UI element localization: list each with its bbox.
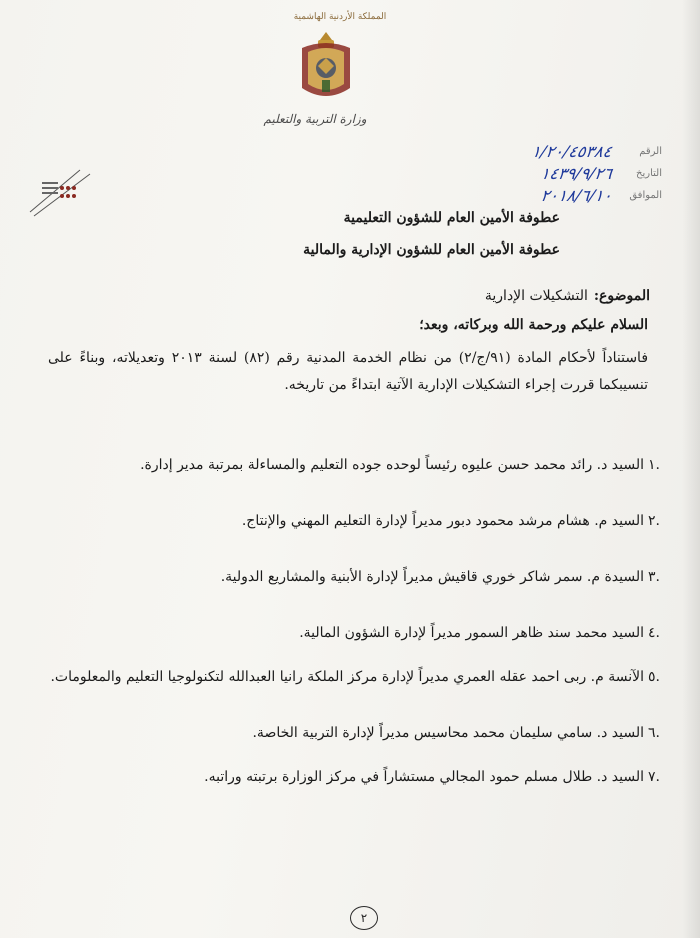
number-label: الرقم xyxy=(639,145,662,157)
list-item xyxy=(48,720,660,746)
addressee-1: عطوفة الأمين العام للشؤون التعليمية xyxy=(343,210,560,226)
subject-value: التشكيلات الإدارية xyxy=(484,288,588,304)
reference-block xyxy=(532,140,662,206)
ministry-name: وزارة التربية والتعليم xyxy=(263,112,367,126)
list-item xyxy=(48,508,660,534)
gregorian-date-value: ٢٠١٨/٦/١٠ xyxy=(539,185,614,205)
greeting: السلام عليكم ورحمة الله وبركاته، وبعد؛ xyxy=(419,317,648,333)
item-text: السيد محمد سند ظاهر السمور مديراً لإدارة الشؤون المالية. xyxy=(299,625,645,641)
item-text: السيد د. رائد محمد حسن عليوه رئيساً لوحده جوده التعليم والمساءلة بمرتبة مدير إدارة. xyxy=(140,457,645,473)
hijri-date-row xyxy=(532,162,662,184)
addressee-2: عطوفة الأمين العام للشؤون الإدارية والمالية xyxy=(303,242,560,258)
list-item xyxy=(48,764,660,790)
quality-logo xyxy=(20,160,100,224)
item-text: الآنسة م. ربى احمد عقله العمري مديراً لإدارة مركز الملكة رانيا العبدالله لتكنولوجيا التعليم والمعلومات. xyxy=(50,669,645,685)
list-item xyxy=(48,564,660,590)
item-number: .٤ xyxy=(648,625,660,641)
jordan-coat-of-arms-icon xyxy=(296,30,356,108)
subject-label: الموضوع: xyxy=(593,288,650,304)
hijri-date-value: ١٤٣٩/٩/٢٦ xyxy=(539,163,614,183)
subject-line xyxy=(485,288,650,304)
item-number: .٧ xyxy=(648,769,660,785)
item-number: .٢ xyxy=(648,513,660,529)
item-text: السيد د. طلال مسلم حمود المجالي مستشاراً في مركز الوزارة برتبته وراتبه. xyxy=(204,769,645,785)
gregorian-date-label: الموافق xyxy=(629,189,662,201)
item-number: .١ xyxy=(648,457,660,473)
item-text: السيدة م. سمر شاكر خوري قاقيش مديراً لإدارة الأبنية والمشاريع الدولية. xyxy=(220,569,645,585)
intro-paragraph: فاستناداً لأحكام المادة (٩١/ج/٢) من نظام الخدمة المدنية رقم (٨٢) لسنة ٢٠١٣ وتعديلاته، وبناءً على تنسيبكما قررت إجراء التشكيلات الإدارية الآتية ابتداءً من تاريخه. xyxy=(48,350,649,393)
list-item xyxy=(48,620,660,646)
item-text: السيد د. سامي سليمان محمد محاسيس مديراً لإدارة التربية الخاصة. xyxy=(252,725,645,741)
decisions-list xyxy=(48,452,660,820)
kingdom-title: المملكة الأردنية الهاشمية xyxy=(293,12,387,22)
page-number: ٢ xyxy=(350,906,378,930)
number-value: ١/٢٠/٤٥٣٨٤ xyxy=(530,141,614,161)
reference-number-row xyxy=(532,140,662,162)
item-text: السيد م. هشام مرشد محمود دبور مديراً لإدارة التعليم المهني والإنتاج. xyxy=(241,513,645,529)
page-edge-shadow xyxy=(682,0,700,938)
list-item xyxy=(48,452,660,478)
list-item xyxy=(48,664,660,690)
item-number: .٥ xyxy=(648,669,660,685)
gregorian-date-row xyxy=(532,184,662,206)
item-number: .٦ xyxy=(648,725,660,741)
item-number: .٣ xyxy=(648,569,660,585)
hijri-date-label: التاريخ xyxy=(636,167,662,179)
